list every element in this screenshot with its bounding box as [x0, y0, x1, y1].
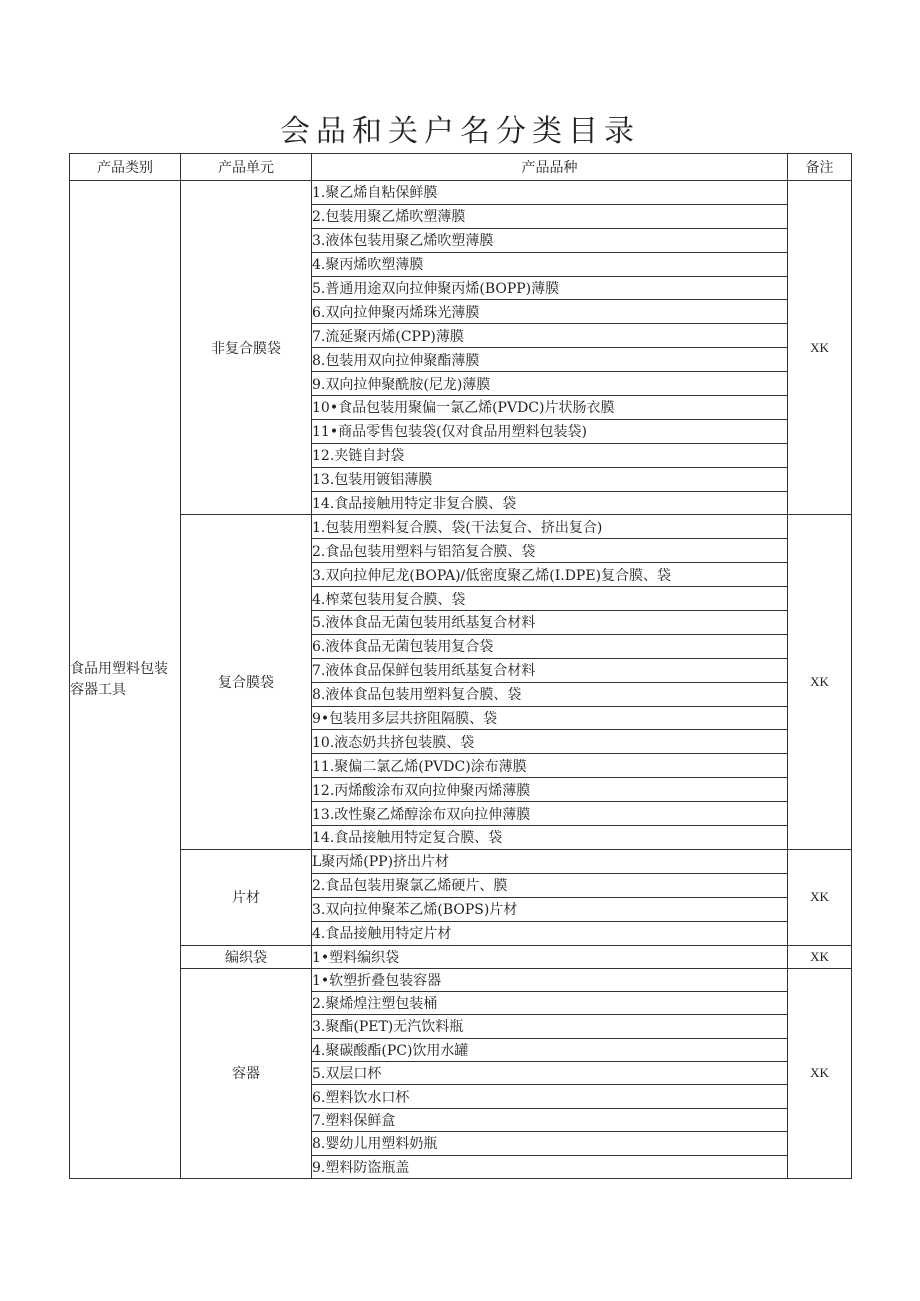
variety-cell: 8.液体食品包装用塑料复合膜、袋: [312, 682, 788, 706]
variety-cell: 11.聚偏二氯乙烯(PVDC)涂布薄膜: [312, 754, 788, 778]
unit-cell: 容器: [181, 968, 312, 1179]
header-remark: 备注: [788, 154, 852, 181]
table-row: [70, 849, 852, 873]
variety-cell: 2.食品包装用聚氯乙烯硬片、膜: [312, 873, 788, 897]
variety-cell: 14.食品接触用特定复合膜、袋: [312, 826, 788, 850]
variety-cell: 5.液体食品无菌包装用纸基复合材料: [312, 611, 788, 635]
variety-cell: 4.榨菜包装用复合膜、袋: [312, 587, 788, 611]
header-variety: 产品品种: [312, 154, 788, 181]
remark-cell: XK: [788, 968, 852, 1179]
unit-cell: 片材: [181, 849, 312, 945]
remark-cell: XK: [788, 849, 852, 945]
table-row: [70, 515, 852, 539]
header-row: [70, 154, 852, 181]
variety-cell: 10•食品包装用聚偏一氯乙烯(PVDC)片状肠衣膜: [312, 396, 788, 420]
variety-cell: 5.普通用途双向拉伸聚丙烯(BOPP)薄膜: [312, 276, 788, 300]
variety-cell: 13.改性聚乙烯醇涂布双向拉伸薄膜: [312, 802, 788, 826]
variety-cell: 7.流延聚丙烯(CPP)薄膜: [312, 324, 788, 348]
variety-cell: 2.聚烯煌注塑包装桶: [312, 991, 788, 1014]
variety-cell: 2.食品包装用塑料与铝箔复合膜、袋: [312, 539, 788, 563]
variety-cell: 3.双向拉伸聚苯乙烯(BOPS)片材: [312, 897, 788, 921]
variety-cell: 6.双向拉伸聚丙烯珠光薄膜: [312, 300, 788, 324]
remark-cell: XK: [788, 181, 852, 515]
table-row: [70, 181, 852, 205]
variety-cell: 1•塑料编织袋: [312, 945, 788, 968]
variety-cell: 13.包装用镀铝薄膜: [312, 467, 788, 491]
catalog-body: [70, 181, 852, 1179]
variety-cell: 2.包装用聚乙烯吹塑薄膜: [312, 204, 788, 228]
variety-cell: 12.丙烯酸涂布双向拉伸聚丙烯薄膜: [312, 778, 788, 802]
variety-cell: 10.液态奶共挤包装膜、袋: [312, 730, 788, 754]
header-category: 产品类别: [70, 154, 181, 181]
variety-cell: L聚丙烯(PP)挤出片材: [312, 849, 788, 873]
variety-cell: 8.婴幼儿用塑料奶瓶: [312, 1132, 788, 1155]
variety-cell: 4.聚丙烯吹塑薄膜: [312, 252, 788, 276]
variety-cell: 14.食品接触用特定非复合膜、袋: [312, 491, 788, 515]
variety-cell: 3.液体包装用聚乙烯吹塑薄膜: [312, 228, 788, 252]
variety-cell: 9.双向拉伸聚酰胺(尼龙)薄膜: [312, 372, 788, 396]
variety-cell: 7.塑料保鲜盒: [312, 1108, 788, 1131]
table-row: [70, 968, 852, 991]
variety-cell: 8.包装用双向拉伸聚酯薄膜: [312, 348, 788, 372]
variety-cell: 4.食品接触用特定片材: [312, 921, 788, 945]
unit-cell: 编织袋: [181, 945, 312, 968]
variety-cell: 9•包装用多层共挤阻隔膜、袋: [312, 706, 788, 730]
variety-cell: 1.聚乙烯自粘保鲜膜: [312, 181, 788, 205]
variety-cell: 12.夹链自封袋: [312, 443, 788, 467]
table-row: [70, 945, 852, 968]
variety-cell: 1.包装用塑料复合膜、袋(干法复合、挤出复合): [312, 515, 788, 539]
header-unit: 产品单元: [181, 154, 312, 181]
variety-cell: 5.双层口杯: [312, 1062, 788, 1085]
page-title: 会品和关户名分类目录: [280, 114, 640, 149]
variety-cell: 7.液体食品保鲜包装用纸基复合材料: [312, 658, 788, 682]
remark-cell: XK: [788, 945, 852, 968]
variety-cell: 9.塑料防盗瓶盖: [312, 1155, 788, 1178]
catalog-table: [69, 153, 852, 1179]
variety-cell: 11•商品零售包装袋(仅对食品用塑料包装袋): [312, 419, 788, 443]
variety-cell: 4.聚碳酸酯(PC)饮用水罐: [312, 1038, 788, 1061]
category-cell: 食品用塑料包装容器工具: [70, 181, 181, 1179]
variety-cell: 3.双向拉伸尼龙(BOPA)/低密度聚乙烯(I.DPE)复合膜、袋: [312, 563, 788, 587]
variety-cell: 3.聚酯(PET)无汽饮料瓶: [312, 1015, 788, 1038]
variety-cell: 6.液体食品无菌包装用复合袋: [312, 634, 788, 658]
unit-cell: 复合膜袋: [181, 515, 312, 849]
variety-cell: 6.塑料饮水口杯: [312, 1085, 788, 1108]
unit-cell: 非复合膜袋: [181, 181, 312, 515]
variety-cell: 1•软塑折叠包装容器: [312, 968, 788, 991]
remark-cell: XK: [788, 515, 852, 849]
